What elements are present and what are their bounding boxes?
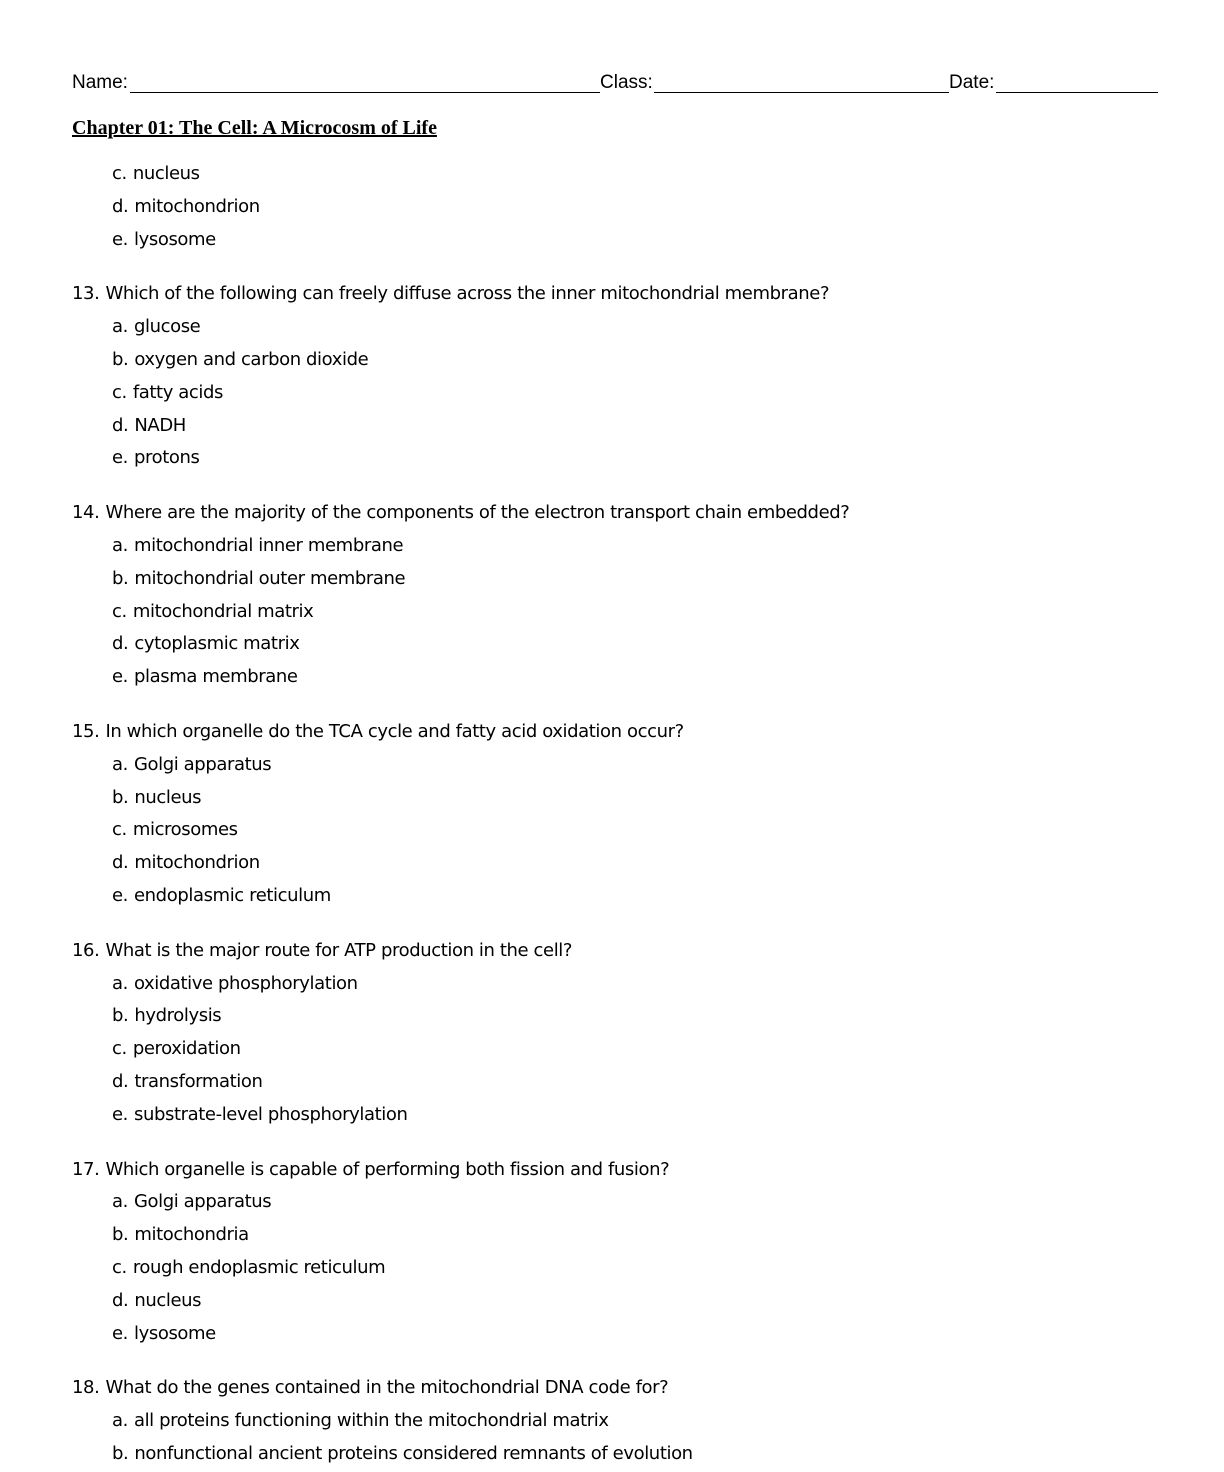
date-blank-line [996,92,1158,93]
option-letter: b. [112,1224,129,1246]
option-text: rough endoplasmic reticulum [132,1256,386,1278]
option-text: mitochondrion [134,852,260,874]
option-text: mitochondrial outer membrane [134,567,406,589]
option-letter: c. [112,381,127,403]
question-18 [72,1372,1172,1470]
option-text: nucleus [132,163,200,184]
option-letter: e. [112,1103,128,1125]
question-17 [72,1154,1172,1351]
answer-option [72,1099,1172,1132]
option-text: NADH [134,414,186,436]
option-text: Golgi apparatus [133,753,272,775]
answer-option [72,628,1172,661]
option-text: mitochondrial inner membrane [133,534,404,556]
option-text: oxidative phosphorylation [133,972,358,994]
option-letter: a. [112,316,128,338]
option-letter: e. [112,228,128,250]
answer-option [72,410,1172,443]
option-text: plasma membrane [134,666,298,688]
chapter-title: Chapter 01: The Cell: A Microcosm of Life [72,117,437,139]
option-letter: c. [112,163,127,184]
option-letter: e. [112,666,128,688]
question-14 [72,497,1172,694]
question-text [72,1154,1172,1187]
answer-option [72,1318,1172,1351]
question-number: 17. [72,1158,100,1180]
option-text: nucleus [134,1289,202,1311]
name-blank-line [130,92,600,93]
answer-option [72,814,1172,847]
question-number: 13. [72,283,100,305]
question-text [72,497,1172,530]
option-text: oxygen and carbon dioxide [134,348,369,370]
answer-option [72,1438,1172,1471]
answer-option [72,1000,1172,1033]
answer-option [72,661,1172,694]
option-text: hydrolysis [134,1005,222,1027]
answer-option [72,530,1172,563]
option-letter: e. [112,1322,128,1344]
option-letter: c. [112,600,127,622]
question-13 [72,278,1172,475]
option-letter: d. [112,633,129,655]
option-text: protons [134,447,200,469]
answer-option [72,158,1172,191]
option-text: mitochondria [134,1224,249,1246]
question-15 [72,716,1172,913]
answer-option [72,1405,1172,1438]
class-blank-line [654,92,949,93]
option-letter: d. [112,852,129,874]
answer-option [72,563,1172,596]
option-text: fatty acids [132,381,224,403]
option-letter: d. [112,1070,129,1092]
question-number: 16. [72,939,100,961]
answer-option [72,191,1172,224]
question-prompt: Where are the majority of the components of the electron transport chain embedded? [105,502,850,524]
question-text [72,716,1172,749]
answer-option [72,377,1172,410]
option-text: nucleus [134,786,202,808]
answer-option [72,311,1172,344]
option-letter: c. [112,1256,127,1278]
question-prompt: What do the genes contained in the mitochondrial DNA code for? [105,1377,669,1399]
date-label: Date: [949,72,995,93]
answer-option [72,847,1172,880]
option-letter: c. [112,1038,127,1060]
answer-option [72,1186,1172,1219]
question-prompt: Which of the following can freely diffuse across the inner mitochondrial membrane? [105,283,830,305]
question-text [72,935,1172,968]
answer-option [72,749,1172,782]
question-text [72,1372,1172,1405]
option-letter: d. [112,195,129,217]
option-letter: d. [112,1289,129,1311]
option-letter: c. [112,819,127,841]
continued-options [72,158,1172,256]
question-prompt: What is the major route for ATP production in the cell? [105,939,573,961]
question-prompt: Which organelle is capable of performing both fission and fusion? [105,1158,670,1180]
option-letter: a. [112,1191,128,1213]
option-letter: b. [112,1442,129,1464]
option-letter: d. [112,414,129,436]
answer-option [72,596,1172,629]
option-text: all proteins functioning within the mitochondrial matrix [133,1410,609,1432]
name-label: Name: [72,72,128,93]
option-letter: a. [112,972,128,994]
option-text: lysosome [134,1322,216,1344]
option-text: nonfunctional ancient proteins considered remnants of evolution [134,1442,693,1464]
option-letter: a. [112,753,128,775]
option-letter: b. [112,786,129,808]
answer-option [72,1033,1172,1066]
worksheet-header [72,70,1158,98]
class-label: Class: [600,72,653,93]
option-text: mitochondrion [134,195,260,217]
option-text: substrate-level phosphorylation [134,1103,408,1125]
answer-option [72,1066,1172,1099]
option-text: Golgi apparatus [133,1191,272,1213]
question-list [72,158,1172,1471]
answer-option [72,442,1172,475]
answer-option [72,880,1172,913]
option-letter: e. [112,447,128,469]
option-text: glucose [133,316,201,338]
question-number: 14. [72,502,100,524]
option-text: cytoplasmic matrix [134,633,300,655]
question-number: 18. [72,1377,100,1399]
option-letter: a. [112,1410,128,1432]
option-letter: b. [112,348,129,370]
option-text: transformation [134,1070,263,1092]
answer-option [72,1219,1172,1252]
option-letter: b. [112,567,129,589]
answer-option [72,344,1172,377]
option-text: microsomes [132,819,238,841]
option-letter: b. [112,1005,129,1027]
answer-option [72,224,1172,257]
option-text: mitochondrial matrix [132,600,314,622]
answer-option [72,782,1172,815]
answer-option [72,968,1172,1001]
option-letter: e. [112,884,128,906]
question-number: 15. [72,720,100,742]
option-text: peroxidation [132,1038,241,1060]
question-text [72,278,1172,311]
option-text: endoplasmic reticulum [134,884,331,906]
question-16 [72,935,1172,1132]
answer-option [72,1252,1172,1285]
option-letter: a. [112,534,128,556]
question-prompt: In which organelle do the TCA cycle and fatty acid oxidation occur? [105,720,684,742]
answer-option [72,1285,1172,1318]
option-text: lysosome [134,228,216,250]
